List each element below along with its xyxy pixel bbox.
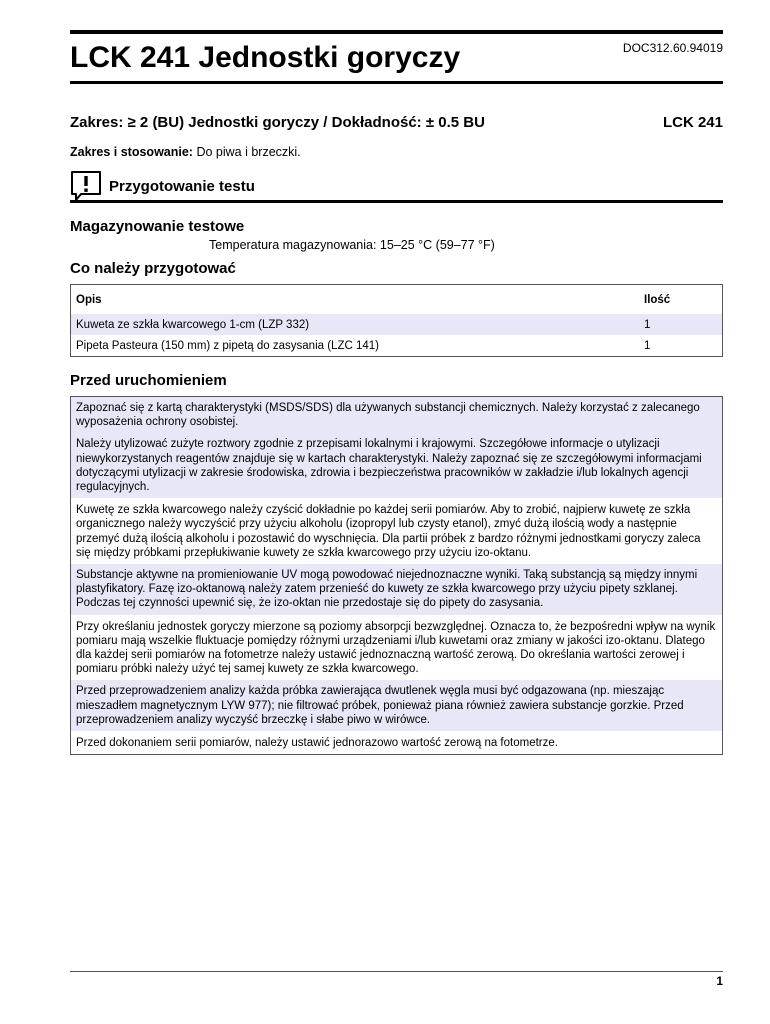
usage-value: Do piwa i brzeczki.	[196, 145, 301, 159]
item-quantity: 1	[639, 335, 723, 357]
storage-temperature: Temperatura magazynowania: 15–25 °C (59–77 °F)	[209, 238, 495, 252]
note-safety: Zapoznać się z kartą charakterystyki (MSDS/SDS) dla używanych substancji chemicznych. Należy korzystać z zalecanego wyposażenia ochrony osobistej.	[71, 397, 722, 433]
table-row	[71, 335, 723, 357]
note-zero-value: Przed dokonaniem serii pomiarów, należy ustawić jednorazowo wartość zerową na fotometrze.	[71, 731, 722, 754]
usage-line	[70, 145, 301, 159]
storage-heading: Magazynowanie testowe	[70, 218, 245, 235]
table-row	[71, 314, 723, 335]
document-id: DOC312.60.94019	[622, 41, 723, 55]
preparation-section-header	[70, 170, 723, 204]
note-uv-substances: Substancje aktywne na promieniowanie UV mogą powodować niejednoznaczne wyniki. Taką substancją są między innymi plastyfikatory. Fazę izo-oktanową należy zatem przenieść do kuwety ze szkła kwarcowego przy użyciu pipety szklanej. Podczas tej czynności upewnić się, że izo-oktan nie przedostaje się do pipety do zasysania.	[71, 564, 722, 615]
table-header-row	[71, 285, 723, 315]
warning-icon	[70, 170, 102, 202]
before-start-heading: Przed uruchomieniem	[70, 372, 227, 389]
title-rule	[70, 81, 723, 84]
preparation-title: Przygotowanie testu	[109, 178, 255, 195]
prepare-heading: Co należy przygotować	[70, 260, 236, 277]
column-header-description: Opis	[71, 285, 640, 315]
note-absorption: Przy określaniu jednostek goryczy mierzone są poziomy absorpcji bezwzględnej. Oznacza to, że bezpośredni wpływ na wynik pomiaru mają wszelkie fluktuacje pomiędzy różnymi urządzeniami i/lub kuwetami oraz zmiany w jakości izo-oktanu. Dlatego dla każdej serii pomiarów na fotometrze należy ustawić jednoznaczną wartość zerową. Do określania wartości zerowej i pomiaru próbki należy użyć tej samej kuwety ze szkła kwarcowego.	[71, 615, 722, 681]
page-number: 1	[716, 974, 723, 988]
page-title: LCK 241 Jednostki goryczy	[70, 41, 461, 74]
preparation-rule	[70, 200, 723, 203]
footer-rule	[70, 971, 723, 972]
product-code: LCK 241	[662, 114, 723, 131]
item-description: Kuweta ze szkła kwarcowego 1-cm (LZP 332)	[71, 314, 640, 335]
range-text: Zakres: ≥ 2 (BU) Jednostki goryczy / Dokładność: ± 0.5 BU	[70, 114, 485, 131]
column-header-quantity: Ilość	[639, 285, 723, 315]
before-start-notes	[70, 396, 723, 755]
top-rule	[70, 30, 723, 34]
usage-label: Zakres i stosowanie:	[70, 145, 193, 159]
note-cuvette-cleaning: Kuwetę ze szkła kwarcowego należy czyścić dokładnie po każdej serii pomiarów. Aby to zrobić, najpierw kuwetę ze szkła organicznego należy wyczyścić przy użyciu alkoholu (izopropyl lub czysty etanol), zmyć dużą ilością wody a następnie przemyć dużą ilością alkoholu i pozostawić do wyschnięcia. Dla partii próbek z bardzo różnymi jednostkami goryczy zaleca się między próbkami przepłukiwanie kuwety ze szkła kwarcowego przy użyciu izo-oktanu.	[71, 498, 722, 564]
note-degassing: Przed przeprowadzeniem analizy każda próbka zawierająca dwutlenek węgla musi być odgazowana (np. mieszając mieszadłem magnetycznym LYW 977); nie filtrować próbek, ponieważ piana również zawiera substancje gorzkie. Przed przeprowadzeniem analizy wyczyść brzeczkę i słabe piwo w wirówce.	[71, 680, 722, 731]
item-description: Pipeta Pasteura (150 mm) z pipetą do zasysania (LZC 141)	[71, 335, 640, 357]
item-quantity: 1	[639, 314, 723, 335]
items-table	[70, 284, 723, 357]
document-page	[70, 0, 723, 1024]
note-disposal: Należy utylizować zużyte roztwory zgodnie z przepisami lokalnymi i krajowymi. Szczegółowe informacje o utylizacji niewykorzystanych reagentów znajduje się w kartach charakterystyki. Należy zapoznać się ze szczegółowymi informacjami dotyczącymi utylizacji w zakresie środowiska, zdrowia i bezpieczeństwa pracowników w zakładzie i/lub lokalnych agencji regulacyjnych.	[71, 433, 722, 498]
